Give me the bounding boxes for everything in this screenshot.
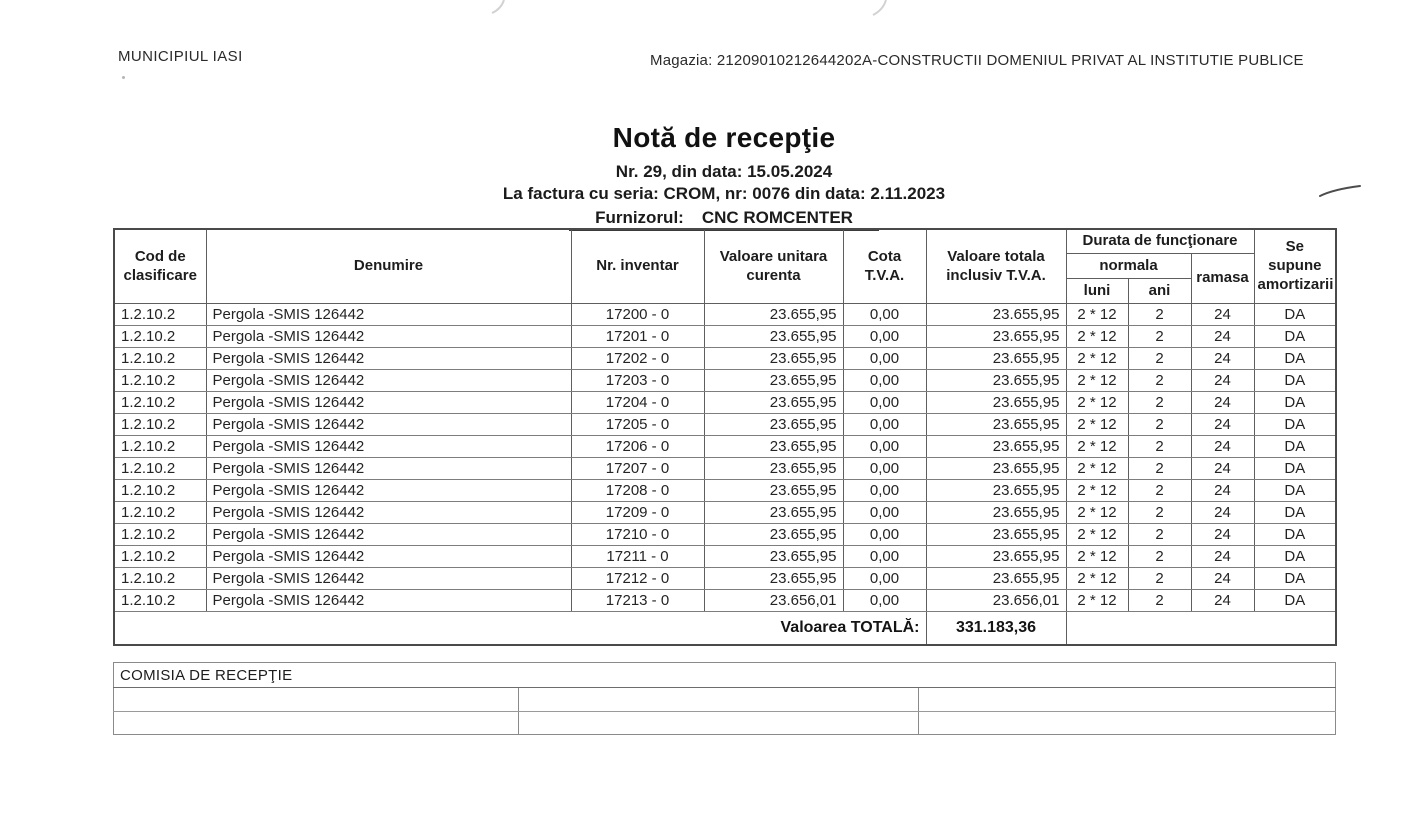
cell-valoare-unitara: 23.656,01 [704, 590, 843, 612]
table-row [114, 392, 1336, 414]
cell-cota-tva: 0,00 [843, 304, 926, 326]
cell-inventar: 17202 - 0 [571, 348, 704, 370]
table-header [114, 229, 1336, 304]
cell-amortizare: DA [1254, 568, 1336, 590]
cell-luni: 2 * 12 [1066, 458, 1128, 480]
cell-valoare-totala: 23.655,95 [926, 458, 1066, 480]
cell-ramasa: 24 [1191, 304, 1254, 326]
cell-cota-tva: 0,00 [843, 348, 926, 370]
organization-name: MUNICIPIUL IASI [118, 48, 243, 65]
cell-cota-tva: 0,00 [843, 590, 926, 612]
cell-luni: 2 * 12 [1066, 568, 1128, 590]
cell-valoare-totala: 23.655,95 [926, 326, 1066, 348]
cell-denumire: Pergola -SMIS 126442 [206, 568, 571, 590]
cell-denumire: Pergola -SMIS 126442 [206, 348, 571, 370]
col-header-amortizare: Se supune amortizarii [1254, 229, 1336, 304]
cell-denumire: Pergola -SMIS 126442 [206, 304, 571, 326]
table-row [114, 524, 1336, 546]
cell-cod: 1.2.10.2 [114, 370, 206, 392]
table-row [114, 370, 1336, 392]
cell-valoare-totala: 23.655,95 [926, 480, 1066, 502]
cell-ramasa: 24 [1191, 480, 1254, 502]
scan-dot [122, 76, 125, 79]
cell-amortizare: DA [1254, 436, 1336, 458]
cell-valoare-unitara: 23.655,95 [704, 480, 843, 502]
cell-luni: 2 * 12 [1066, 546, 1128, 568]
cell-ramasa: 24 [1191, 568, 1254, 590]
scan-mark-right [868, 0, 890, 18]
cell-luni: 2 * 12 [1066, 436, 1128, 458]
cell-luni: 2 * 12 [1066, 590, 1128, 612]
cell-inventar: 17210 - 0 [571, 524, 704, 546]
cell-amortizare: DA [1254, 370, 1336, 392]
cell-cod: 1.2.10.2 [114, 480, 206, 502]
col-header-valoare-totala: Valoare totala inclusiv T.V.A. [926, 229, 1066, 304]
col-header-luni: luni [1066, 279, 1128, 304]
col-header-durata: Durata de funcţionare [1066, 229, 1254, 254]
cell-luni: 2 * 12 [1066, 480, 1128, 502]
table-row [114, 436, 1336, 458]
commission-cell [114, 688, 519, 712]
cell-inventar: 17213 - 0 [571, 590, 704, 612]
cell-cod: 1.2.10.2 [114, 502, 206, 524]
cell-inventar: 17204 - 0 [571, 392, 704, 414]
cell-inventar: 17200 - 0 [571, 304, 704, 326]
cell-ani: 2 [1128, 524, 1191, 546]
cell-inventar: 17207 - 0 [571, 458, 704, 480]
cell-valoare-unitara: 23.655,95 [704, 392, 843, 414]
cell-amortizare: DA [1254, 458, 1336, 480]
cell-cod: 1.2.10.2 [114, 348, 206, 370]
cell-ani: 2 [1128, 436, 1191, 458]
cell-denumire: Pergola -SMIS 126442 [206, 546, 571, 568]
col-header-ani: ani [1128, 279, 1191, 304]
cell-denumire: Pergola -SMIS 126442 [206, 590, 571, 612]
cell-cod: 1.2.10.2 [114, 458, 206, 480]
cell-amortizare: DA [1254, 480, 1336, 502]
cell-amortizare: DA [1254, 524, 1336, 546]
table-row [114, 590, 1336, 612]
cell-denumire: Pergola -SMIS 126442 [206, 524, 571, 546]
cell-ani: 2 [1128, 480, 1191, 502]
cell-luni: 2 * 12 [1066, 392, 1128, 414]
cell-denumire: Pergola -SMIS 126442 [206, 480, 571, 502]
cell-valoare-unitara: 23.655,95 [704, 436, 843, 458]
total-label: Valoarea TOTALĂ: [114, 612, 926, 646]
cell-amortizare: DA [1254, 326, 1336, 348]
table-row [114, 414, 1336, 436]
table-row [114, 480, 1336, 502]
cell-cod: 1.2.10.2 [114, 546, 206, 568]
cell-denumire: Pergola -SMIS 126442 [206, 458, 571, 480]
cell-valoare-totala: 23.655,95 [926, 546, 1066, 568]
cell-denumire: Pergola -SMIS 126442 [206, 370, 571, 392]
cell-ani: 2 [1128, 370, 1191, 392]
cell-ramasa: 24 [1191, 370, 1254, 392]
cell-valoare-unitara: 23.655,95 [704, 370, 843, 392]
total-row [114, 612, 1336, 646]
cell-valoare-totala: 23.655,95 [926, 414, 1066, 436]
cell-cod: 1.2.10.2 [114, 326, 206, 348]
commission-cell [114, 712, 519, 735]
reception-table [113, 228, 1337, 646]
cell-valoare-totala: 23.656,01 [926, 590, 1066, 612]
cell-amortizare: DA [1254, 348, 1336, 370]
cell-luni: 2 * 12 [1066, 304, 1128, 326]
cell-ani: 2 [1128, 590, 1191, 612]
cell-cod: 1.2.10.2 [114, 524, 206, 546]
cell-cota-tva: 0,00 [843, 480, 926, 502]
cell-valoare-unitara: 23.655,95 [704, 568, 843, 590]
cell-ani: 2 [1128, 458, 1191, 480]
cell-inventar: 17209 - 0 [571, 502, 704, 524]
cell-inventar: 17208 - 0 [571, 480, 704, 502]
cell-valoare-totala: 23.655,95 [926, 436, 1066, 458]
col-header-cota-tva: Cota T.V.A. [843, 229, 926, 304]
cell-ramasa: 24 [1191, 348, 1254, 370]
table-body [114, 304, 1336, 612]
title-block [113, 122, 1335, 233]
cell-valoare-totala: 23.655,95 [926, 370, 1066, 392]
cell-cota-tva: 0,00 [843, 436, 926, 458]
cell-ani: 2 [1128, 546, 1191, 568]
cell-denumire: Pergola -SMIS 126442 [206, 326, 571, 348]
cell-amortizare: DA [1254, 392, 1336, 414]
cell-inventar: 17201 - 0 [571, 326, 704, 348]
cell-ani: 2 [1128, 348, 1191, 370]
cell-luni: 2 * 12 [1066, 370, 1128, 392]
cell-cod: 1.2.10.2 [114, 568, 206, 590]
cell-valoare-totala: 23.655,95 [926, 502, 1066, 524]
cell-valoare-unitara: 23.655,95 [704, 458, 843, 480]
cell-cod: 1.2.10.2 [114, 392, 206, 414]
cell-luni: 2 * 12 [1066, 414, 1128, 436]
col-header-ramasa: ramasa [1191, 254, 1254, 304]
cell-ramasa: 24 [1191, 590, 1254, 612]
cell-luni: 2 * 12 [1066, 502, 1128, 524]
commission-row [114, 712, 1336, 735]
cell-valoare-totala: 23.655,95 [926, 304, 1066, 326]
cell-valoare-totala: 23.655,95 [926, 568, 1066, 590]
cell-cota-tva: 0,00 [843, 414, 926, 436]
cell-cod: 1.2.10.2 [114, 304, 206, 326]
document-title: Notă de recepţie [612, 122, 836, 153]
cell-valoare-unitara: 23.655,95 [704, 326, 843, 348]
cell-amortizare: DA [1254, 502, 1336, 524]
cell-amortizare: DA [1254, 304, 1336, 326]
cell-valoare-totala: 23.655,95 [926, 392, 1066, 414]
cell-valoare-unitara: 23.655,95 [704, 502, 843, 524]
cell-denumire: Pergola -SMIS 126442 [206, 414, 571, 436]
total-value: 331.183,36 [926, 612, 1066, 646]
table-row [114, 502, 1336, 524]
col-header-inventar: Nr. inventar [571, 229, 704, 304]
invoice-line: La factura cu seria: CROM, nr: 0076 din data: 2.11.2023 [502, 184, 946, 203]
cell-ani: 2 [1128, 414, 1191, 436]
cell-valoare-totala: 23.655,95 [926, 524, 1066, 546]
cell-valoare-unitara: 23.655,95 [704, 546, 843, 568]
cell-inventar: 17212 - 0 [571, 568, 704, 590]
cell-cod: 1.2.10.2 [114, 436, 206, 458]
cell-denumire: Pergola -SMIS 126442 [206, 436, 571, 458]
table-row [114, 348, 1336, 370]
document-number-line: Nr. 29, din data: 15.05.2024 [615, 162, 833, 181]
cell-cota-tva: 0,00 [843, 568, 926, 590]
cell-denumire: Pergola -SMIS 126442 [206, 392, 571, 414]
cell-inventar: 17206 - 0 [571, 436, 704, 458]
cell-ani: 2 [1128, 326, 1191, 348]
cell-valoare-unitara: 23.655,95 [704, 304, 843, 326]
cell-valoare-unitara: 23.655,95 [704, 414, 843, 436]
cell-ani: 2 [1128, 568, 1191, 590]
col-header-valoare-unitara: Valoare unitara curenta [704, 229, 843, 304]
supplier-label: Furnizorul: [595, 208, 684, 227]
cell-cod: 1.2.10.2 [114, 590, 206, 612]
cell-ramasa: 24 [1191, 326, 1254, 348]
cell-amortizare: DA [1254, 590, 1336, 612]
commission-title: COMISIA DE RECEPŢIE [114, 663, 1336, 688]
table-footer [114, 612, 1336, 646]
cell-valoare-unitara: 23.655,95 [704, 524, 843, 546]
cell-cota-tva: 0,00 [843, 524, 926, 546]
cell-cod: 1.2.10.2 [114, 414, 206, 436]
cell-ani: 2 [1128, 392, 1191, 414]
cell-ramasa: 24 [1191, 458, 1254, 480]
commission-cell [919, 712, 1336, 735]
cell-inventar: 17205 - 0 [571, 414, 704, 436]
commission-cell [519, 688, 919, 712]
col-header-cod: Cod de clasificare [114, 229, 206, 304]
commission-cell [919, 688, 1336, 712]
cell-ramasa: 24 [1191, 436, 1254, 458]
total-empty-cell [1066, 612, 1336, 646]
table-row [114, 568, 1336, 590]
supplier-name: CNC ROMCENTER [701, 208, 853, 227]
cell-ramasa: 24 [1191, 524, 1254, 546]
cell-ramasa: 24 [1191, 414, 1254, 436]
scan-mark-left [488, 0, 508, 16]
col-header-normala: normala [1066, 254, 1191, 279]
commission-row [114, 688, 1336, 712]
cell-valoare-unitara: 23.655,95 [704, 348, 843, 370]
cell-amortizare: DA [1254, 414, 1336, 436]
cell-inventar: 17211 - 0 [571, 546, 704, 568]
table-row [114, 304, 1336, 326]
cell-ramasa: 24 [1191, 392, 1254, 414]
cell-ani: 2 [1128, 502, 1191, 524]
cell-valoare-totala: 23.655,95 [926, 348, 1066, 370]
cell-cota-tva: 0,00 [843, 392, 926, 414]
commission-cell [519, 712, 919, 735]
cell-cota-tva: 0,00 [843, 546, 926, 568]
cell-cota-tva: 0,00 [843, 458, 926, 480]
cell-cota-tva: 0,00 [843, 370, 926, 392]
cell-amortizare: DA [1254, 546, 1336, 568]
cell-cota-tva: 0,00 [843, 326, 926, 348]
table-row [114, 546, 1336, 568]
cell-luni: 2 * 12 [1066, 348, 1128, 370]
cell-luni: 2 * 12 [1066, 524, 1128, 546]
commission-table [113, 662, 1336, 735]
cell-luni: 2 * 12 [1066, 326, 1128, 348]
cell-ramasa: 24 [1191, 502, 1254, 524]
cell-cota-tva: 0,00 [843, 502, 926, 524]
col-header-denumire: Denumire [206, 229, 571, 304]
table-row [114, 458, 1336, 480]
cell-denumire: Pergola -SMIS 126442 [206, 502, 571, 524]
warehouse-line: Magazia: 21209010212644202A-CONSTRUCTII DOMENIUL PRIVAT AL INSTITUTIE PUBLICE [650, 52, 1304, 69]
cell-ramasa: 24 [1191, 546, 1254, 568]
table-row [114, 326, 1336, 348]
cell-ani: 2 [1128, 304, 1191, 326]
cell-inventar: 17203 - 0 [571, 370, 704, 392]
